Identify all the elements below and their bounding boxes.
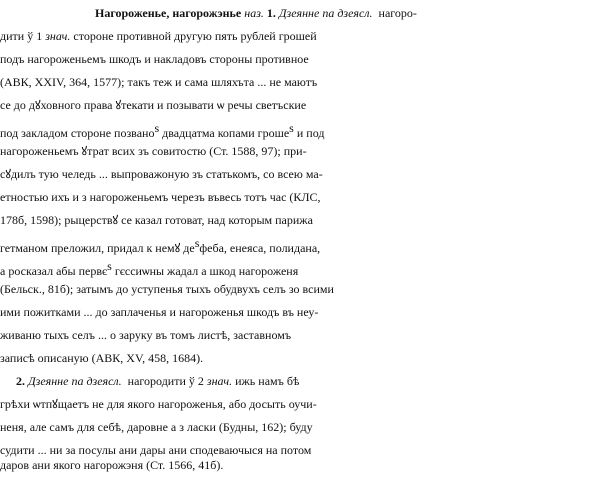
text-fragment: двадцатма копами гроше — [159, 126, 290, 140]
text-fragment: гетманом преложил, придал к немꙋ де — [0, 241, 195, 255]
text-line-5 — [0, 93, 601, 117]
text-line-2 — [0, 24, 601, 48]
text-line-16 — [0, 346, 601, 370]
text-fragment: гєссиѡны жадал а шкод нагороженя — [111, 264, 299, 278]
superscript-letter: s — [289, 121, 294, 135]
text-line-17 — [0, 369, 601, 393]
text-line-15 — [0, 323, 601, 347]
sense-1-number: 1. — [266, 6, 276, 20]
text-fragment: подъ нагороженьемъ шкодъ и накладовъ стороны противное — [0, 52, 309, 66]
headword: Нагороженье, нагорожэнье — [95, 6, 242, 20]
text-fragment: нагоро- — [372, 6, 417, 20]
text-fragment: сꙋдилъ тую челедь ... выпроважоную зъ статькомъ, со всею ма- — [0, 167, 323, 181]
text-line-14 — [0, 300, 601, 324]
text-fragment: се до дꙋховного права ꙋтекати и позывати ѡ речы светъские — [0, 98, 307, 112]
text-line-12 — [0, 254, 601, 278]
text-fragment: нагороженьемъ ꙋтрат всих зъ совитостю (Ст. 1588, 97); при- — [0, 144, 307, 158]
sense-2-definition: Дзеянне па дзеясл. — [28, 374, 122, 388]
text-fragment: стороне противной другую пять рублей грошей — [70, 29, 317, 43]
superscript-letter: s — [154, 121, 160, 135]
text-fragment: 178б, 1598); рыцерствꙋ се казал готоват, над которым парижа — [0, 213, 313, 227]
text-line-3 — [0, 47, 601, 71]
text-fragment: даров ани якого нагорожэня (Ст. 1566, 41б). — [0, 458, 224, 472]
text-line-6 — [0, 116, 601, 140]
text-fragment: (АВК, XXIV, 364, 1577); такъ теж и сама шляхъта ... не маютъ — [0, 75, 318, 89]
text-fragment: ў 2 — [188, 374, 207, 388]
text-fragment: живаню тыхъ селъ ... о заруку въ томъ листѣ, заставномъ — [0, 328, 292, 342]
text-fragment: под закладом стороне позвано — [0, 126, 155, 140]
text-fragment: и под — [293, 126, 325, 140]
sense-1-definition: Дзеянне па дзеясл. — [278, 6, 373, 20]
text-line-19 — [0, 415, 601, 439]
part-of-speech: наз. — [244, 6, 264, 20]
text-line-1 — [0, 1, 601, 25]
sense-reference: знач. — [206, 374, 233, 388]
sense-reference: знач. — [45, 29, 71, 43]
text-fragment: ў 1 — [27, 29, 46, 43]
text-fragment: нагородити — [121, 374, 189, 388]
text-fragment: феба, енеяса, полидана, — [199, 241, 321, 255]
text-line-21 — [0, 453, 601, 477]
text-line-18 — [0, 392, 601, 416]
text-fragment: судити ... ни за посулы ани дары ани сподеваючыся на потом — [0, 443, 312, 457]
text-fragment: (Бельск., 81б); затымъ до уступенья тыхъ обудвухъ селъ зо всими — [0, 282, 334, 296]
text-fragment: ижь намъ бѣ — [232, 374, 300, 388]
superscript-letter: s — [194, 236, 200, 250]
text-line-4 — [0, 70, 601, 94]
text-line-11 — [0, 231, 601, 255]
text-line-13 — [0, 277, 601, 301]
superscript-letter: s — [107, 259, 112, 273]
text-fragment: записѣ описаную (АВК, XV, 458, 1684). — [0, 351, 204, 365]
text-line-9 — [0, 185, 601, 209]
sense-2-number: 2. — [16, 374, 25, 388]
text-line-7 — [0, 139, 601, 163]
text-fragment: грѣхи ѡтпꙋщаетъ не для якого нагороженья, або досыть оучи- — [0, 397, 317, 411]
text-line-10 — [0, 208, 601, 232]
text-fragment: етностью ихъ и з нагороженьемъ черезъ въвесь тотъ час (КЛС, — [0, 190, 321, 204]
text-fragment: а росказал абы первє — [0, 264, 108, 278]
text-fragment: неня, але самъ для себѣ, даровне а з ласки (Будны, 162); буду — [0, 420, 313, 434]
text-fragment: дити — [0, 29, 28, 43]
text-line-8 — [0, 162, 601, 186]
text-fragment: ими пожитками ... до заплаченья и нагороженья шкодъ въ неу- — [0, 305, 319, 319]
